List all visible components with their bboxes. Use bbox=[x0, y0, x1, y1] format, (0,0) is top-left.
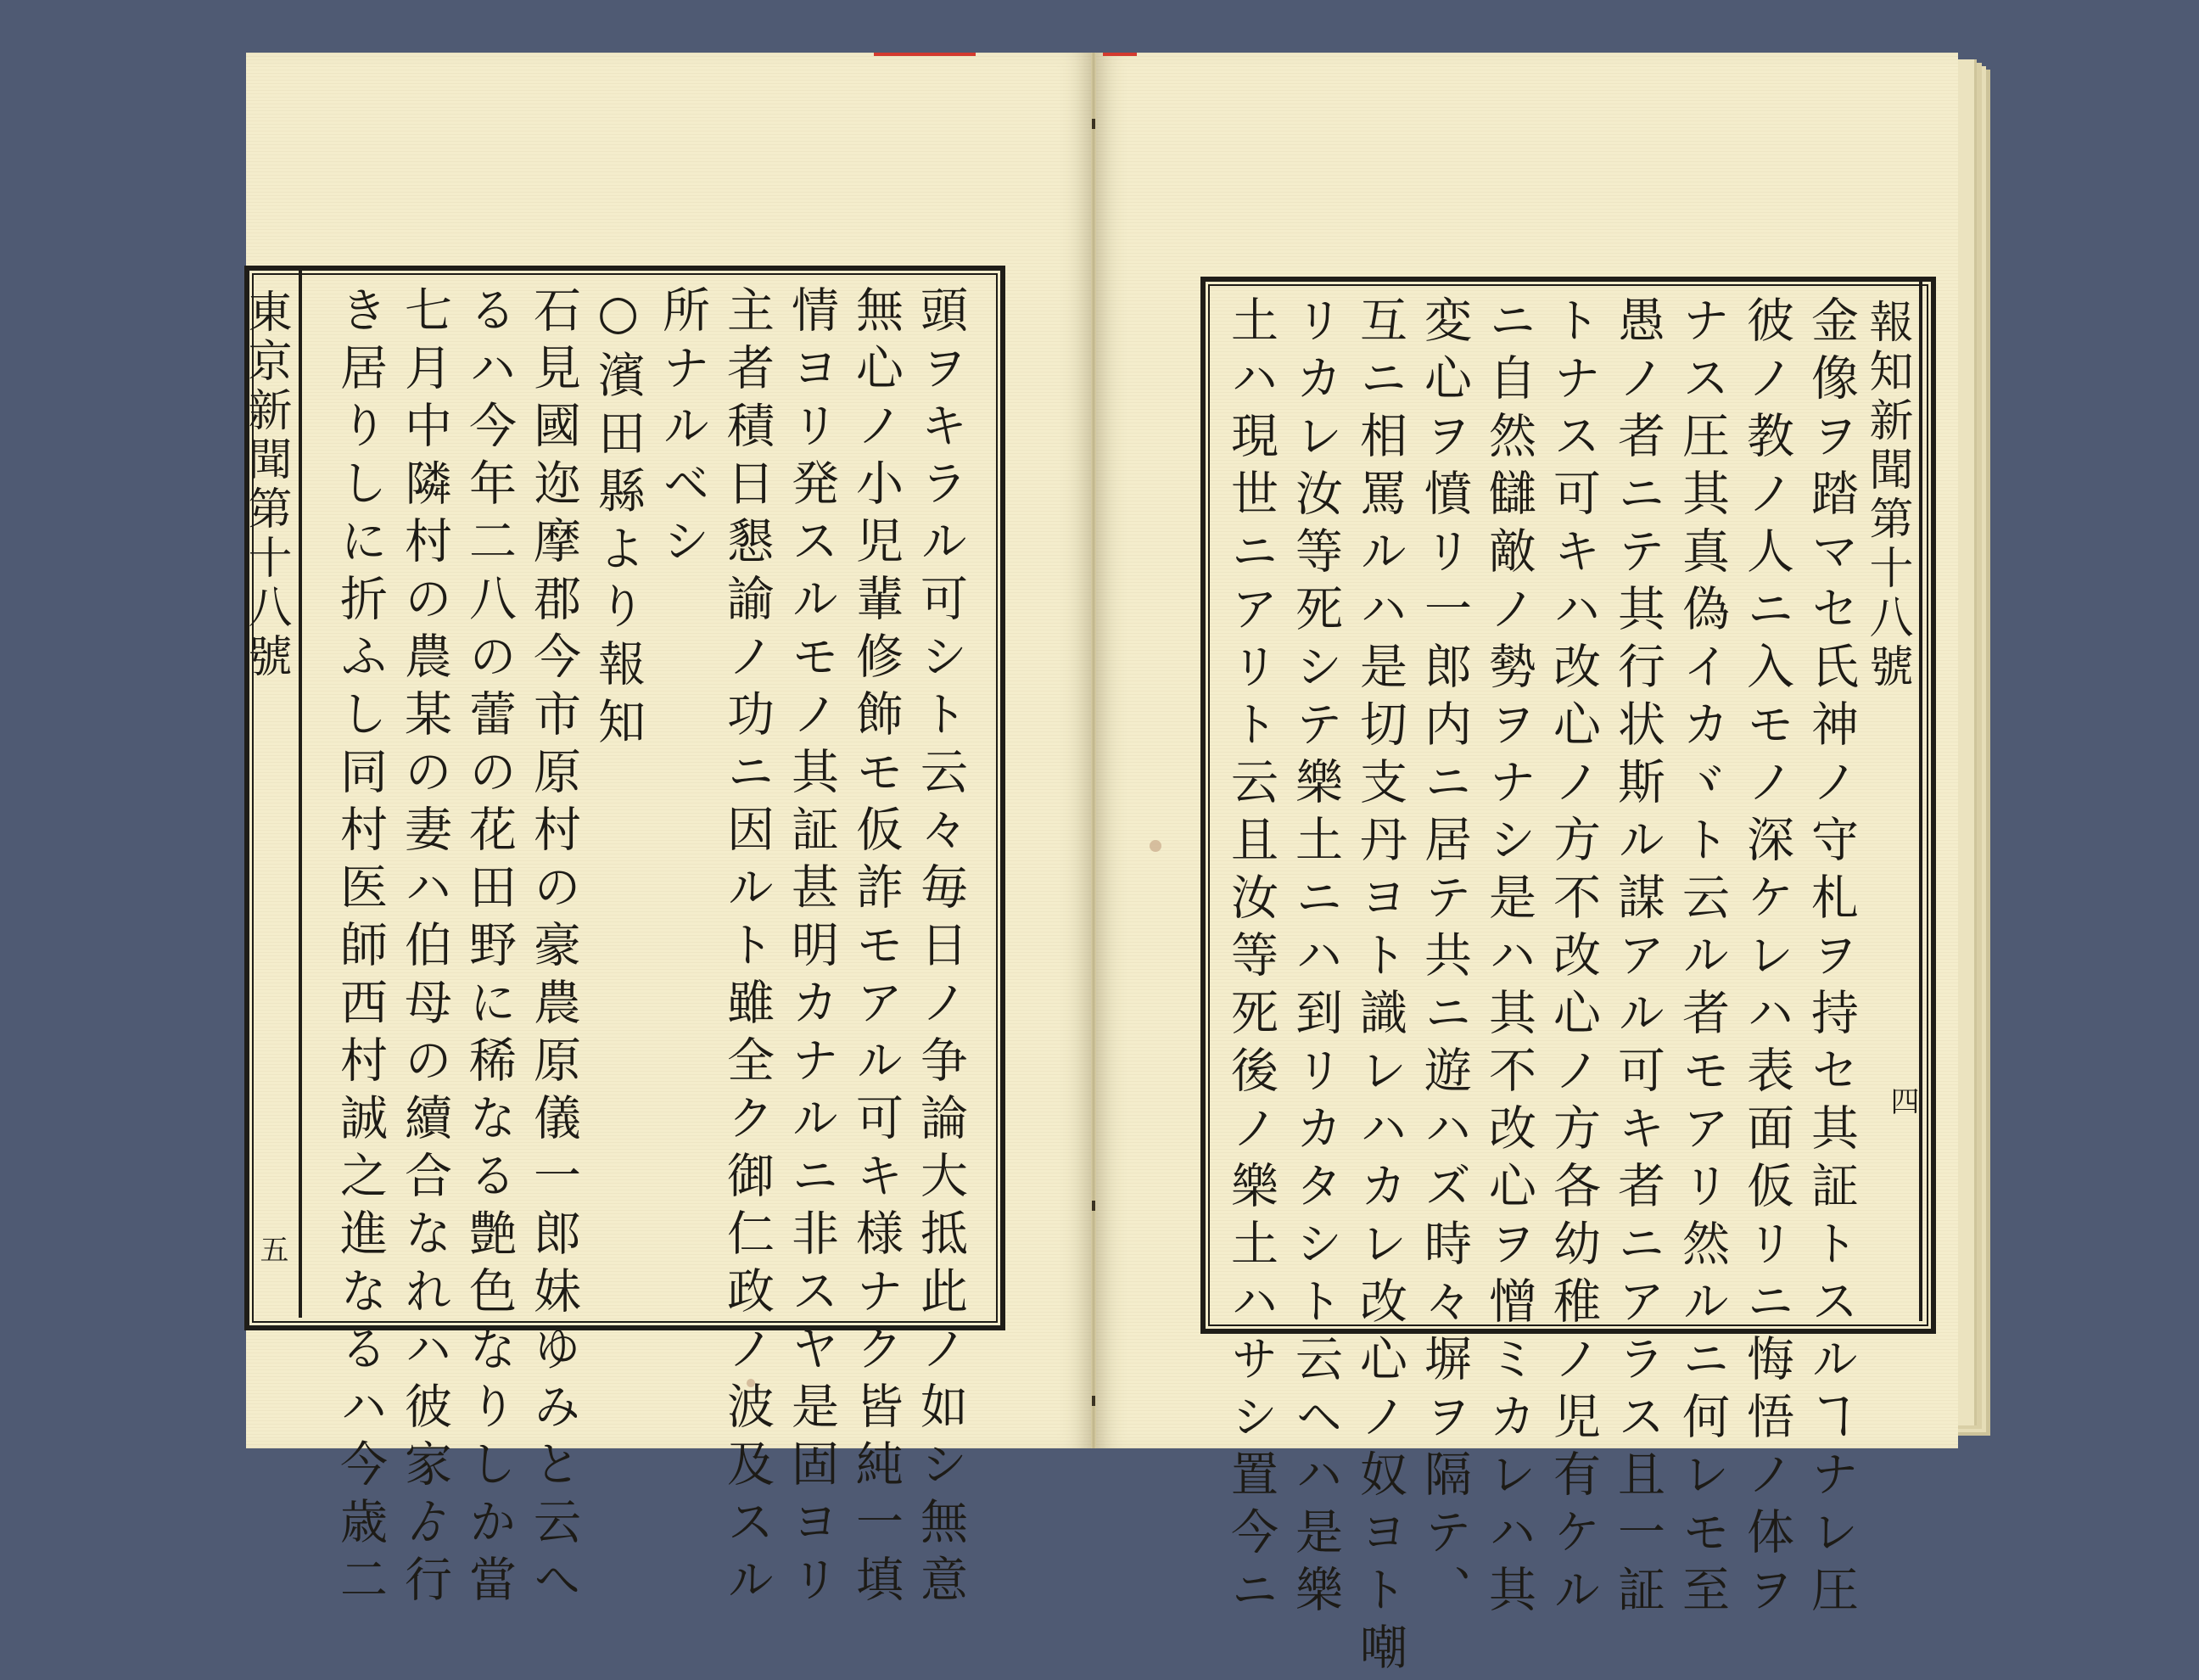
text-column: 石見國迩摩郡今市原村の豪農原儀一郎妹ゆみと云へ bbox=[526, 285, 581, 1612]
text-column: 彼ノ教ノ人ニ入モノ深ケレハ表面仮リニ悔悟ノ体ヲ bbox=[1739, 295, 1794, 1622]
text-column: ○濱田縣より報知 bbox=[590, 285, 646, 754]
text-column: トナス可キハ改心ノ方不改心ノ方各幼稚ノ児有ケル bbox=[1546, 295, 1601, 1622]
right-page-title: 報知新聞第十八號 bbox=[1861, 299, 1912, 692]
text-column: るハ今年二八の蕾の花田野に稀なる艶色なりしか當 bbox=[462, 285, 517, 1612]
text-column: 頭ヲキラル可シト云々毎日ノ争論大抵此ノ如シ無意 bbox=[913, 285, 968, 1612]
text-column: リカレ汝等死シテ樂土ニハ到リカタシト云ヘハ是樂 bbox=[1288, 295, 1343, 1622]
book-gutter bbox=[1091, 53, 1096, 1448]
text-column: 愚ノ者ニテ其行状斯ル謀アル可キ者ニアラス且一証 bbox=[1610, 295, 1665, 1622]
text-column: 情ヨリ発スルモノ其証甚明カナルニ非スヤ是固ヨリ bbox=[784, 285, 839, 1612]
text-column: 変心ヲ憤リ一郎内ニ居テ共ニ遊ハズ時々塀ヲ隔テ、 bbox=[1417, 295, 1472, 1622]
left-page-title: 東京新聞第十八號 bbox=[240, 288, 291, 682]
text-column: 無心ノ小児輩修飾モ仮詐モアル可キ様ナク皆純一填 bbox=[848, 285, 904, 1612]
right-title-rule bbox=[1919, 282, 1922, 1321]
stitch-mark bbox=[1092, 1201, 1095, 1211]
red-seal-mark bbox=[1103, 53, 1137, 56]
paper-stain bbox=[1150, 840, 1161, 852]
left-folio: 五 bbox=[255, 1235, 288, 1263]
text-column: 七月中隣村の農某の妻ハ伯母の續合なれハ彼家ゟ行 bbox=[397, 285, 452, 1612]
red-seal-mark bbox=[874, 53, 976, 56]
text-column: 互ニ相罵ルハ是切支丹ヨト識レハカレ改心ノ奴ヨト嘲 bbox=[1352, 295, 1407, 1680]
text-column: 金像ヲ踏マセ氏神ノ守札ヲ持セ其証トスルヿナレ圧 bbox=[1804, 295, 1859, 1622]
stitch-mark bbox=[1092, 119, 1095, 129]
right-folio: 四 bbox=[1885, 1086, 1919, 1115]
text-column: ナス圧其真偽イカヾト云ル者モアリ然ルニ何レモ至 bbox=[1675, 295, 1730, 1622]
text-column: 土ハ現世ニアリト云且汝等死後ノ樂土ハサシ置今ニ bbox=[1223, 295, 1279, 1622]
text-column: ニ自然讎敵ノ勢ヲナシ是ハ其不改心ヲ憎ミカレハ其 bbox=[1481, 295, 1536, 1622]
left-title-rule bbox=[299, 270, 302, 1318]
stitch-mark bbox=[1092, 1396, 1095, 1406]
text-column: 所ナルベシ bbox=[655, 285, 710, 574]
text-column: き居りしに折ふし同村医師西村誠之進なるハ今歳二 bbox=[333, 285, 388, 1612]
text-column: 主者積日懇諭ノ功ニ因ルト雖全ク御仁政ノ波及スル bbox=[719, 285, 775, 1612]
